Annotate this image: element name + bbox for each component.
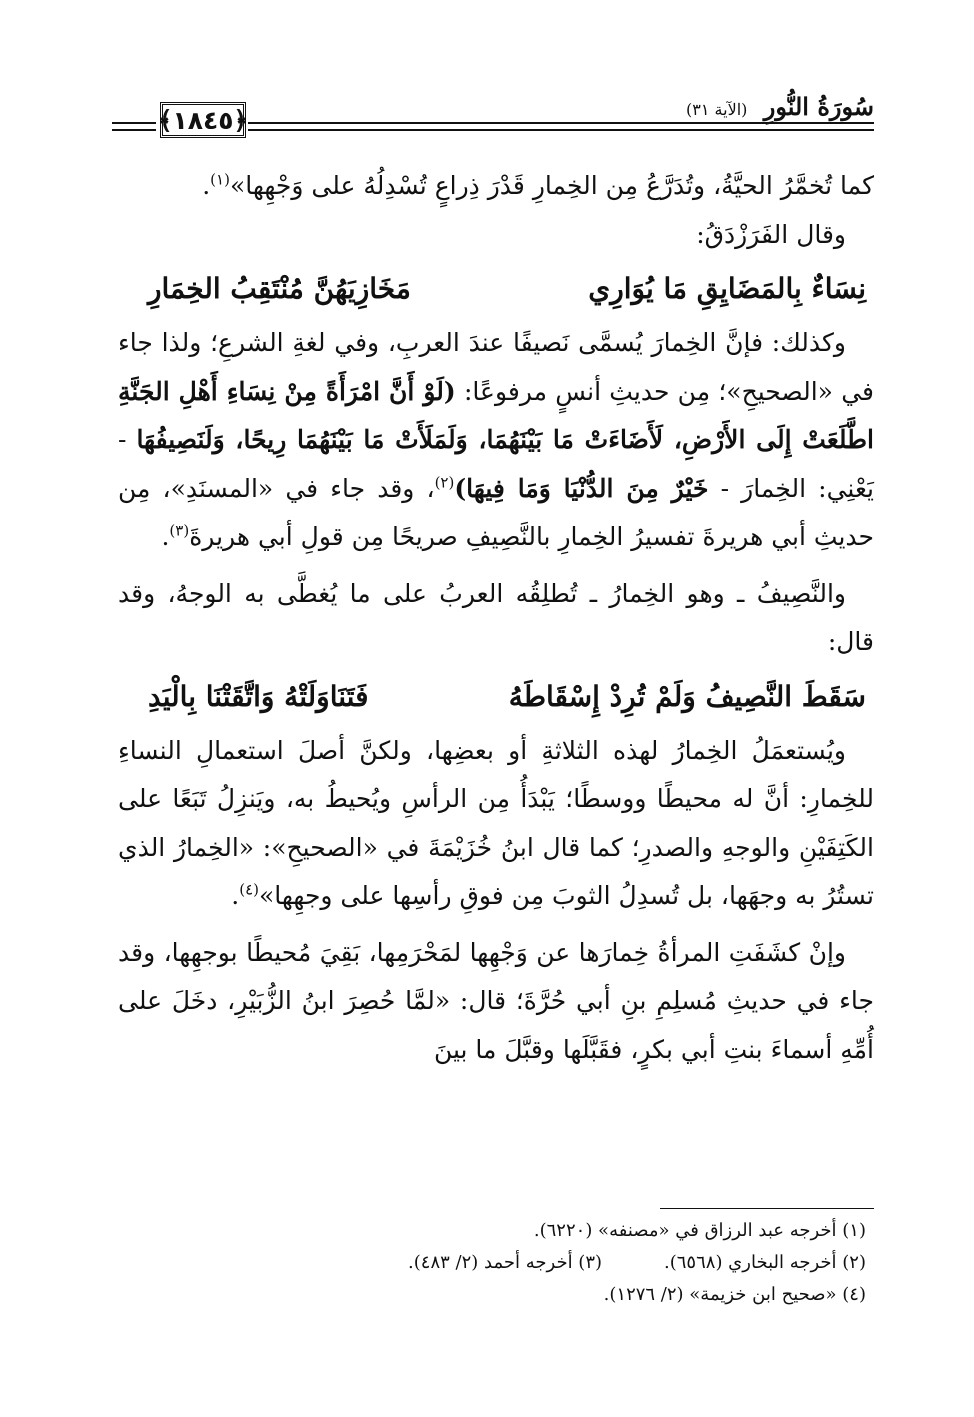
footnote-marker: (١): [210, 170, 230, 189]
footnote-text: (٤) «صحيح ابن خزيمة» (٢/ ١٢٧٦).: [603, 1284, 866, 1305]
paragraph: وكذلك: فإنَّ الخِمارَ يُسمَّى نَصيفًا عندَ العربِ، وفي لغةِ الشرعِ؛ ولذا جاء في «الصحيحِ»؛ مِن حديثِ أنسٍ مرفوعًا: (لَوْ أَنَّ امْرَأَةً مِنْ نِسَاءِ أَهْلِ الجَنَّةِ اطَّلَعَتْ إِلَى الأَرْضِ، لَأَضَاءَتْ مَا بَيْنَهُمَا، وَلَمَلَأَتْ مَا بَيْنَهُمَا رِيحًا، وَلَنَصِيفُهَا - يَعْنِي: الخِمارَ - خَيْرٌ مِنَ الدُّنْيَا وَمَا فِيهَا)$^{(٢)}$، وقد جاء في «المسنَدِ»، مِن حديثِ أبي هريرةَ تفسيرُ الخِمارِ بالنَّصِيفِ صريحًا مِن قولِ أبي هريرةَ$^{(٣)}$.: [118, 328, 874, 551]
verse-reference: (الآية ٣١): [686, 100, 748, 119]
text-span: وكذلك: فإنَّ الخِمارَ يُسمَّى نَصيفًا عندَ العربِ، وفي لغةِ الشرعِ؛ ولذا جاء في «الصحيحِ»؛ مِن حديثِ أنسٍ مرفوعًا:: [118, 328, 874, 406]
paragraph: وقال الفَرَزْدَقُ:: [696, 219, 846, 249]
footnote: [106, 1279, 866, 1311]
hemistich-left: مَخَازِيَهُنَّ مُنْتَقِبُ الخِمَارِ: [148, 272, 411, 305]
paragraph: والنَّصِيفُ ـ وهو الخِمارُ ـ تُطلِقُه العربُ على ما يُغطَّى به الوجهُ، وقد قال:: [118, 578, 874, 656]
footnote-marker: (٤): [239, 880, 259, 899]
footnote-marker: (٣): [169, 521, 190, 540]
paragraph: كما تُخمَّرُ الحيَّةُ، وتُدَرَّعُ مِن الخِمارِ قَدْرَ ذِراعٍ تُسْدِلُهُ على وَجْهِها»$^{(١)}$.: [202, 170, 874, 200]
page-number: ﴿١٨٤٥﴾: [160, 102, 246, 138]
page-header: [112, 92, 874, 142]
hemistich-right: سَقَطَ النَّصِيفُ وَلَمْ تُرِدْ إِسْقَاطَهُ: [508, 679, 866, 713]
footnote-text: (١) أخرجه عبد الرزاق في «مصنفه» (٦٢٢٠).: [533, 1220, 866, 1241]
hadith-quote: خَيْرٌ مِنَ الدُّنْيَا وَمَا فِيهَا): [454, 473, 709, 503]
paragraph: وإنْ كشَفَتِ المرأةُ خِمارَها عن وَجْهِها لمَحْرَمِها، بَقِيَ مُحيطًا بوجهِها، وقد جاء في حديثِ مُسلِمِ بنِ أبي حُرَّةَ؛ قال: «لمَّا حُصِرَ ابنُ الزُّبَيْرِ، دخَلَ على أُمِّهِ أسماءَ بنتِ أبي بكرٍ، فقَبَّلَها وقبَّلَ ما بينَ: [118, 937, 874, 1064]
hemistich-left: فَتَنَاوَلَتْهُ وَاتَّقَتْنَا بِالْيَدِ: [148, 679, 369, 713]
text-span: ويُستعمَلُ الخِمارُ لهذه الثلاثةِ أو بعضِها، ولكنَّ أصلَ استعمالِ النساءِ للخِمارِ: أنَّ له محيطًا ووسطًا؛ يَبْدَأُ مِن الرأسِ ويُحيطُ به، ويَنزِلُ تَبَعًا على الكَتِفَيْنِ والوجهِ والصدرِ؛ كما قال ابنُ خُزَيْمَةَ في «الصحيحِ»: «الخِمارُ الذي تستُرُ به وجهَها، بل تُسدِلُ الثوبَ مِن فوقِ رأسِها على وجهِها»: [118, 735, 874, 910]
surah-name: سُورَةُ النُّورِ: [763, 92, 874, 121]
footnotes: [106, 1215, 866, 1311]
header-rule: [248, 129, 874, 131]
text-span: ، وقد جاء في «المسنَدِ»، مِن حديثِ أبي هريرةَ تفسيرُ الخِمارِ بالنَّصِيفِ صريحًا مِن قولِ أبي هريرةَ: [118, 473, 874, 551]
poem-verse: [118, 667, 874, 727]
body-text: [118, 162, 874, 1074]
hadith-quote: (لَوْ أَنَّ امْرَأَةً مِنْ نِسَاءِ أَهْلِ الجَنَّةِ اطَّلَعَتْ إِلَى الأَرْضِ، لَأَضَاءَتْ مَا بَيْنَهُمَا، وَلَمَلَأَتْ مَا بَيْنَهُمَا رِيحًا، وَلَنَصِيفُهَا: [118, 376, 874, 454]
footnote-text: (٣) أخرجه أحمد (٢/ ٤٨٣).: [408, 1252, 603, 1273]
footnote-text: (٢) أخرجه البخاري (٦٥٦٨).: [664, 1252, 866, 1273]
header-rule: [112, 122, 156, 124]
hemistich-right: نِسَاءٌ بِالمَضَايِقِ مَا يُوَارِي: [588, 272, 866, 305]
footnote: [106, 1247, 866, 1279]
paragraph: ويُستعمَلُ الخِمارُ لهذه الثلاثةِ أو بعضِها، ولكنَّ أصلَ استعمالِ النساءِ للخِمارِ: أنَّ له محيطًا ووسطًا؛ يَبْدَأُ مِن الرأسِ ويُحيطُ به، ويَنزِلُ تَبَعًا على الكَتِفَيْنِ والوجهِ والصدرِ؛ كما قال ابنُ خُزَيْمَةَ في «الصحيحِ»: «الخِمارُ الذي تستُرُ به وجهَها، بل تُسدِلُ الثوبَ مِن فوقِ رأسِها على وجهِها»$^{(٤)}$.: [118, 735, 874, 910]
surah-title: [686, 92, 874, 120]
header-rule: [112, 129, 156, 131]
poem-verse: [118, 259, 874, 319]
footnote-separator: [660, 1208, 874, 1209]
text-line: كما تُخمَّرُ الحيَّةُ، وتُدَرَّعُ مِن الخِمارِ قَدْرَ ذِراعٍ تُسْدِلُهُ على وَجْهِها»: [229, 171, 874, 200]
text-span: - يَعْنِي: الخِمارَ -: [118, 425, 874, 503]
footnote: [106, 1215, 866, 1247]
header-rule: [248, 122, 874, 124]
footnote-marker: (٢): [434, 473, 455, 492]
